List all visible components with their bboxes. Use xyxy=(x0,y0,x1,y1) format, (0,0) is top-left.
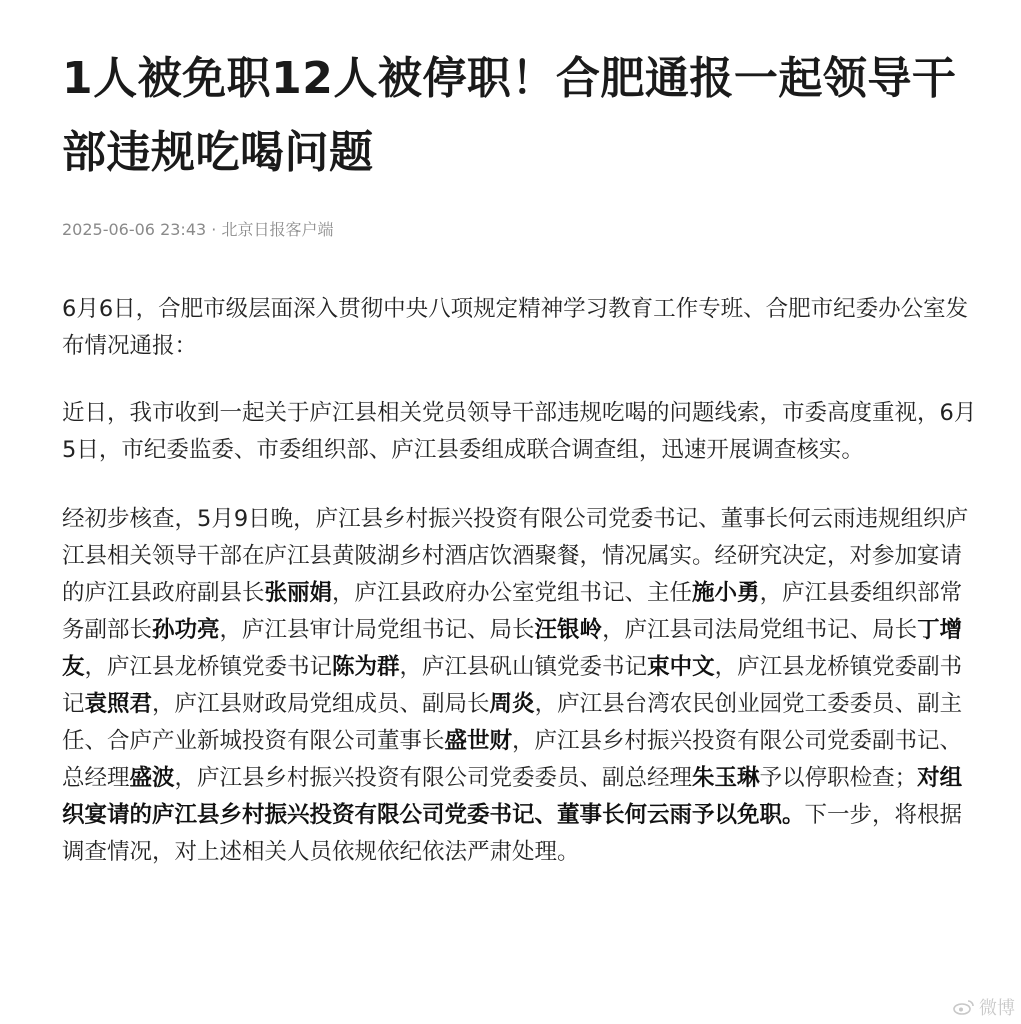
text-segment: ，庐江县龙桥镇党委副书记 xyxy=(62,654,963,717)
publish-datetime: 2025-06-06 23:43 xyxy=(62,220,207,239)
paragraph-findings xyxy=(62,501,982,871)
text-segment: ，庐江县乡村振兴投资有限公司党委委员、副总经理 xyxy=(174,765,693,791)
article-meta xyxy=(62,220,982,240)
text-segment: ，庐江县政府办公室党组书记、主任 xyxy=(332,580,693,606)
person-name: 盛波 xyxy=(129,765,175,791)
person-name: 张丽娟 xyxy=(264,580,333,606)
text-segment: ，庐江县审计局党组书记、局长 xyxy=(219,617,535,643)
paragraph-intro: 6月6日，合肥市级层面深入贯彻中央八项规定精神学习教育工作专班、合肥市纪委办公室发布情况通报： xyxy=(62,296,969,359)
person-name: 孙功亮 xyxy=(152,617,220,643)
text-segment: ，庐江县委组织部常务副部长 xyxy=(62,580,963,643)
meta-separator: · xyxy=(206,220,222,239)
article-title: 1人被免职12人被停职！合肥通报一起领导干部违规吃喝问题 xyxy=(62,53,957,178)
person-name: 盛世财 xyxy=(444,728,513,754)
watermark xyxy=(953,994,1015,1020)
text-segment: ，庐江县龙桥镇党委书记 xyxy=(84,654,333,680)
person-name: 袁照君 xyxy=(84,691,153,717)
article xyxy=(62,42,982,871)
text-segment: 下一步，将根据调查情况，对上述相关人员依规依纪依法严肃处理。 xyxy=(62,802,963,865)
paragraph-background: 近日，我市收到一起关于庐江县相关党员领导干部违规吃喝的问题线索，市委高度重视，6月5日，市纪委监委、市委组织部、庐江县委组成联合调查组，迅速开展调查核实。 xyxy=(62,400,977,463)
person-name: 周炎 xyxy=(489,691,535,717)
weibo-logo-icon xyxy=(953,999,975,1015)
person-name: 朱玉琳 xyxy=(692,765,760,791)
person-name: 汪银岭 xyxy=(534,617,603,643)
source-name[interactable]: 北京日报客户端 xyxy=(221,220,334,239)
person-name: 陈为群 xyxy=(332,654,400,680)
person-name: 丁增友 xyxy=(62,617,963,680)
text-segment: 经初步核查，5月9日晚，庐江县乡村振兴投资有限公司党委书记、董事长何云雨违规组织庐江县相关领导干部在庐江县黄陂湖乡村酒店饮酒聚餐，情况属实。经研究决定，对参加宴请的庐江县政府副县长 xyxy=(62,506,969,606)
text-segment: ，庐江县台湾农民创业园党工委委员、副主任、合庐产业新城投资有限公司董事长 xyxy=(62,691,963,754)
person-name: 束中文 xyxy=(647,654,715,680)
text-segment: ，庐江县司法局党组书记、局长 xyxy=(602,617,918,643)
text-segment: ，庐江县矾山镇党委书记 xyxy=(399,654,648,680)
person-name: 施小勇 xyxy=(692,580,760,606)
decision-statement: 对组织宴请的庐江县乡村振兴投资有限公司党委书记、董事长何云雨予以免职。 xyxy=(62,765,963,828)
text-segment: ，庐江县财政局党组成员、副局长 xyxy=(152,691,490,717)
text-segment: 予以停职检查； xyxy=(759,765,918,791)
text-segment: ，庐江县乡村振兴投资有限公司党委副书记、总经理 xyxy=(62,728,963,791)
watermark-text: 微博 xyxy=(979,998,1015,1019)
